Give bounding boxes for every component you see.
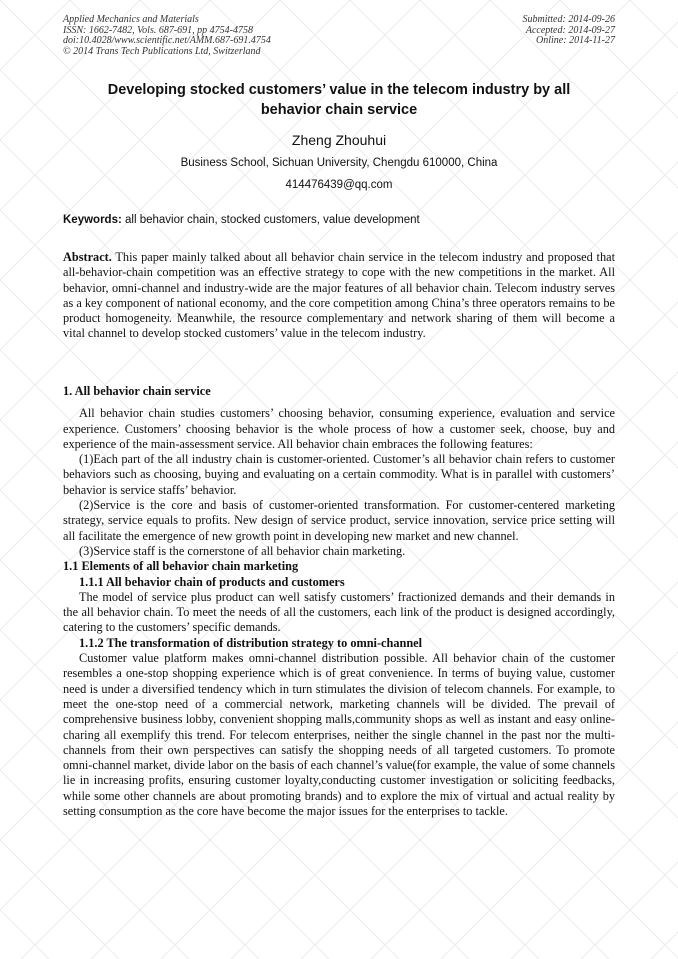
keywords-line [63, 213, 623, 228]
paragraph: (1)Each part of the all industry chain is customer-oriented. Customer’s all behavior chain refers to customer behaviors such as choosing, buying and evaluating on a certain commodity. What is in parallel with customers’ behavior is service staffs’ behavior. [63, 452, 615, 497]
paragraph: All behavior chain studies customers’ choosing behavior, consuming experience, evaluation and service experience. Customers’ choosing behavior is the whole process of how a customer seek, choose, buy and experience of the main-assessment service. All behavior chain embraces the following features: [63, 406, 615, 451]
accepted-date: Accepted: 2014-09-27 [525, 24, 615, 36]
paragraph: Customer value platform makes omni-channel distribution possible. All behavior chain of the customer resembles a one-stop shopping experience which is of great convenience. In terms of buying value, customer need is under a diversified tendency which in turn stimulates the division of telecom channels. For example, to meet the one-stop need of a commercial network, marketing channels will be divided. The prevail of comprehensive business lobby, convenient shopping malls,community shops as well as instant and easy online-charing all exemplify this trend. For telecom enterprises, neither the single channel in the past nor the multi-channels from their own perspectives can satisfy the shopping needs of all targeted customers. To promote omni-channel market, divide labor on the basis of each channel’s value(for example, the value of some channels lie in increasing profits, ensuring customer loyalty,conducting customer investigation or soliciting feedbacks, while some other channels are about promoting brands) and to explore the mix of virtual and actual reality by setting consumption as the core have become the major issues for the enterprises to tackle. [63, 651, 615, 819]
journal-name: Applied Mechanics and Materials [63, 14, 199, 25]
submitted-date: Submitted: 2014-09-26 [522, 14, 615, 25]
author-name: Zheng Zhouhui [291, 132, 387, 148]
abstract [63, 250, 615, 342]
keywords-label: Keywords: [63, 214, 122, 226]
paragraph: The model of service plus product can well satisfy customers’ fractionized demands and their demands in the all behavior chain. To meet the needs of all the customers, each link of the product is designed accordingly, catering to the customers’ specific demands. [63, 589, 615, 635]
subsubsection-heading: 1.1.1 All behavior chain of products and customers [79, 574, 345, 589]
keywords-text: all behavior chain, stocked customers, value development [121, 214, 420, 226]
author-affiliation: Business School, Sichuan University, Chengdu 610000, China [180, 157, 498, 169]
section-heading: 1. All behavior chain service [63, 384, 211, 398]
title-line-2: behavior chain service [260, 102, 418, 118]
copyright-line: © 2014 Trans Tech Publications Ltd, Switzerland [63, 45, 261, 57]
online-date: Online: 2014-11-27 [536, 35, 615, 46]
subsection-heading: 1.1 Elements of all behavior chain marketing [63, 559, 299, 574]
main-body [63, 384, 615, 819]
subsubsection-heading: 1.1.2 The transformation of distribution strategy to omni-channel [79, 635, 423, 650]
paper-title [63, 80, 615, 120]
abstract-text: This paper mainly talked about all behavior chain service in the telecom industry and proposed that all-behavior-chain competition was an effective strategy to cope with the new competitions in the market. All behavior, omni-channel and industry-wide are the major features of all behavior chain. Telecom industry serves as a key component of national economy, and the core competition among China’s three operators remains to be product homogeneity. Meanwhile, the resource complementary and network sharing of them will become a vital channel to develop stocked customers’ value in the telecom industry. [63, 250, 615, 341]
dates-header [395, 15, 615, 47]
issn-line: ISSN: 1662-7482, Vols. 687-691, pp 4754-4758 [63, 24, 253, 36]
title-line-1: Developing stocked customers’ value in the telecom industry by all [107, 82, 571, 98]
journal-header [63, 15, 393, 57]
author-email[interactable]: 414476439@qq.com [285, 179, 393, 191]
paragraph: (2)Service is the core and basis of customer-oriented transformation. For customer-centered marketing strategy, service equals to profits. New design of service product, service innovation, service price setting will all facilitate the emergence of new growth point in developing new market and new channel. [63, 498, 615, 543]
doi-line[interactable]: doi:10.4028/www.scientific.net/AMM.687-691.4754 [63, 35, 271, 46]
paragraph: (3)Service staff is the cornerstone of all behavior chain marketing. [79, 543, 406, 558]
abstract-label: Abstract. [63, 250, 112, 264]
